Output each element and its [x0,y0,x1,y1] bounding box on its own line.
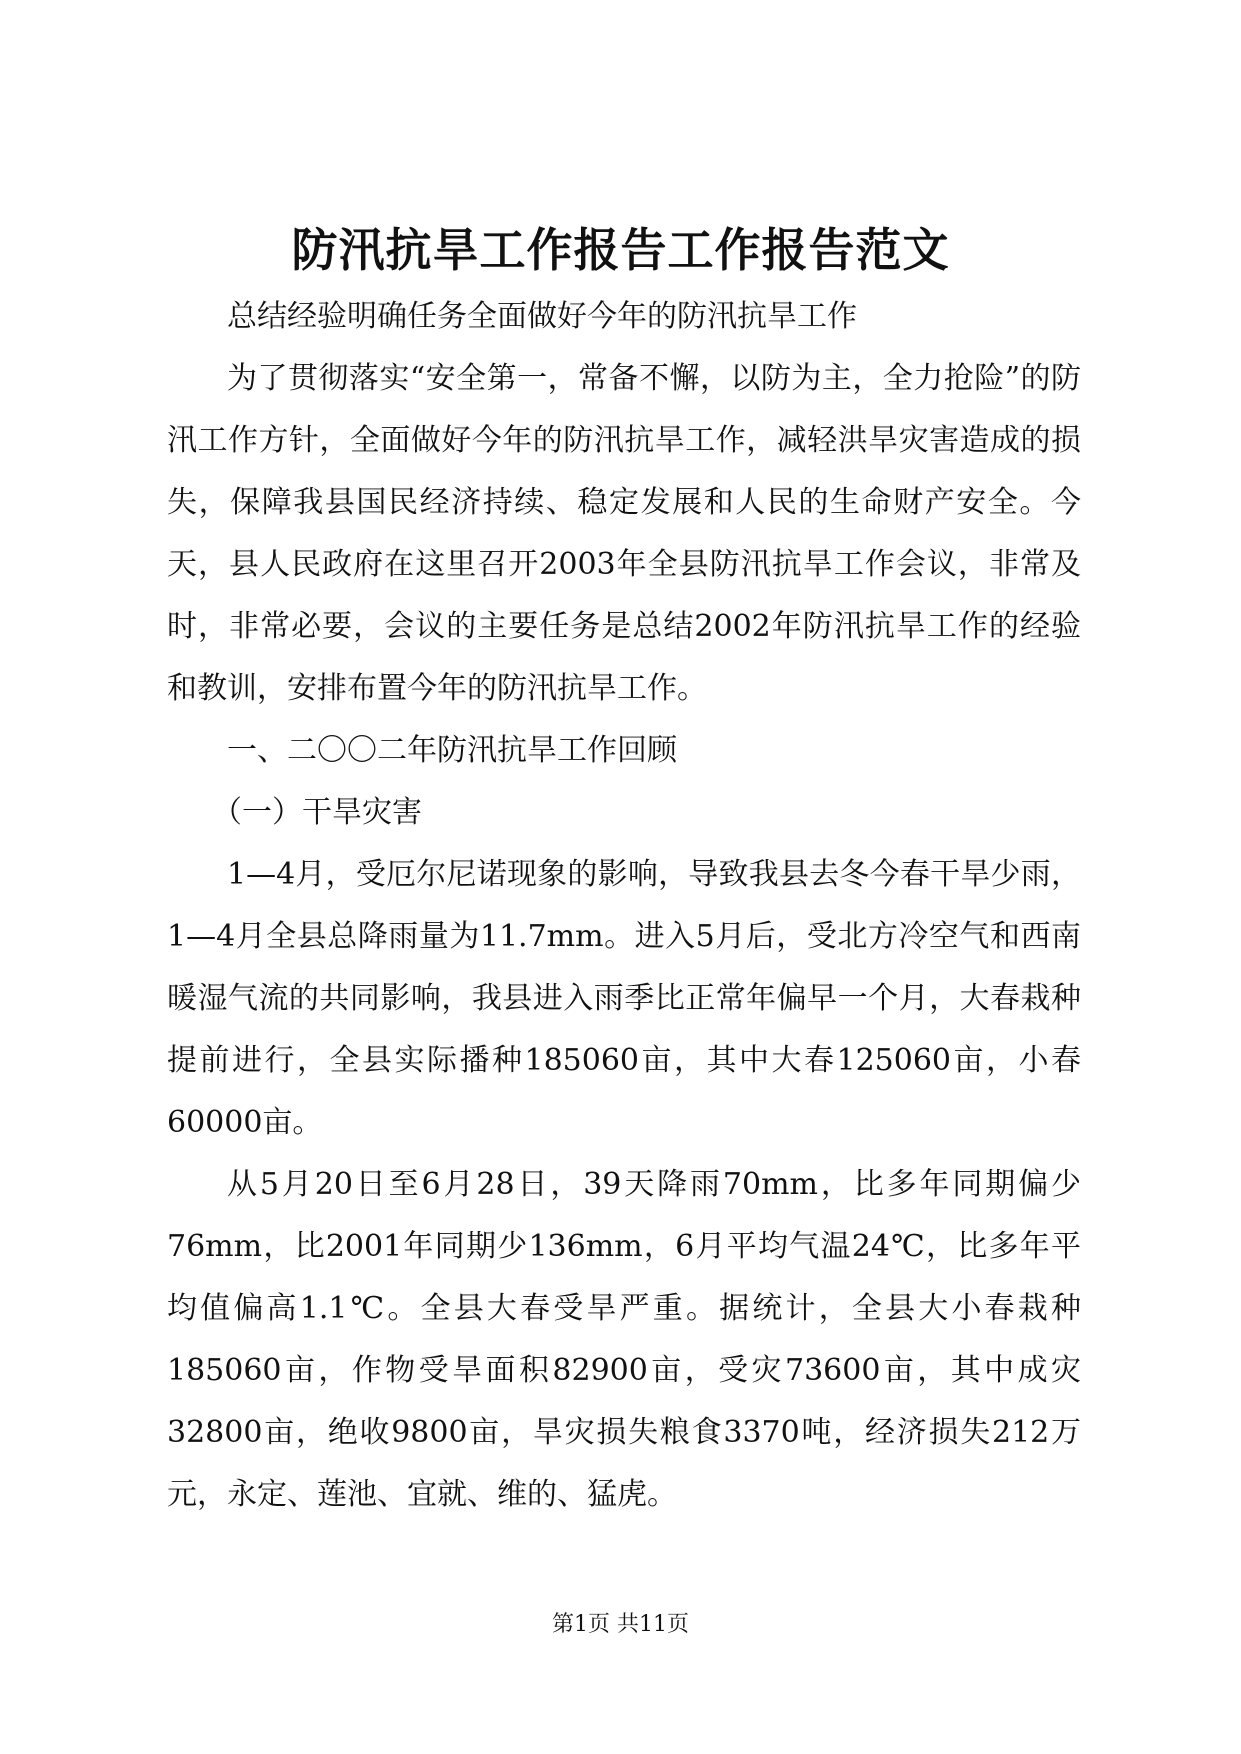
document-title: 防汛抗旱工作报告工作报告范文 [291,223,950,277]
subtitle-paragraph: 总结经验明确任务全面做好今年的防汛抗旱工作 [227,299,857,334]
section-heading: 一、二〇〇二年防汛抗旱工作回顾 [227,733,677,768]
drought-paragraph-2: 从5月20日至6月28日，39天降雨70mm，比多年同期偏少76mm，比2001年同期少136mm，6月平均气温24℃，比多年平均值偏高1.1℃。全县大春受旱严重。据统计，全县大小春栽种185060亩，作物受旱面积82900亩，受灾73600亩，其中成灾32800亩，绝收9800亩，旱灾损失粮食3370吨，经济损失212万元，永定、莲池、宜就、维的、猛虎。 [167,1167,1081,1512]
drought-paragraph-1: 1—4月，受厄尔尼诺现象的影响，导致我县去冬今春干旱少雨，1—4月全县总降雨量为11.7mm。进入5月后，受北方冷空气和西南暖湿气流的共同影响，我县进入雨季比正常年偏早一个月，大春栽种提前进行，全县实际播种185060亩，其中大春125060亩，小春60000亩。 [167,857,1081,1140]
page-number: 第1页 共11页 [552,1612,689,1637]
document-body [167,286,1081,1526]
intro-paragraph: 为了贯彻落实“安全第一，常备不懈，以防为主，全力抢险”的防汛工作方针，全面做好今年的防汛抗旱工作，减轻洪旱灾害造成的损失，保障我县国民经济持续、稳定发展和人民的生命财产安全。今天，县人民政府在这里召开2003年全县防汛抗旱工作会议，非常及时，非常必要，会议的主要任务是总结2002年防汛抗旱工作的经验和教训，安排布置今年的防汛抗旱工作。 [167,361,1081,706]
subsection-heading: （一）干旱灾害 [212,795,422,830]
